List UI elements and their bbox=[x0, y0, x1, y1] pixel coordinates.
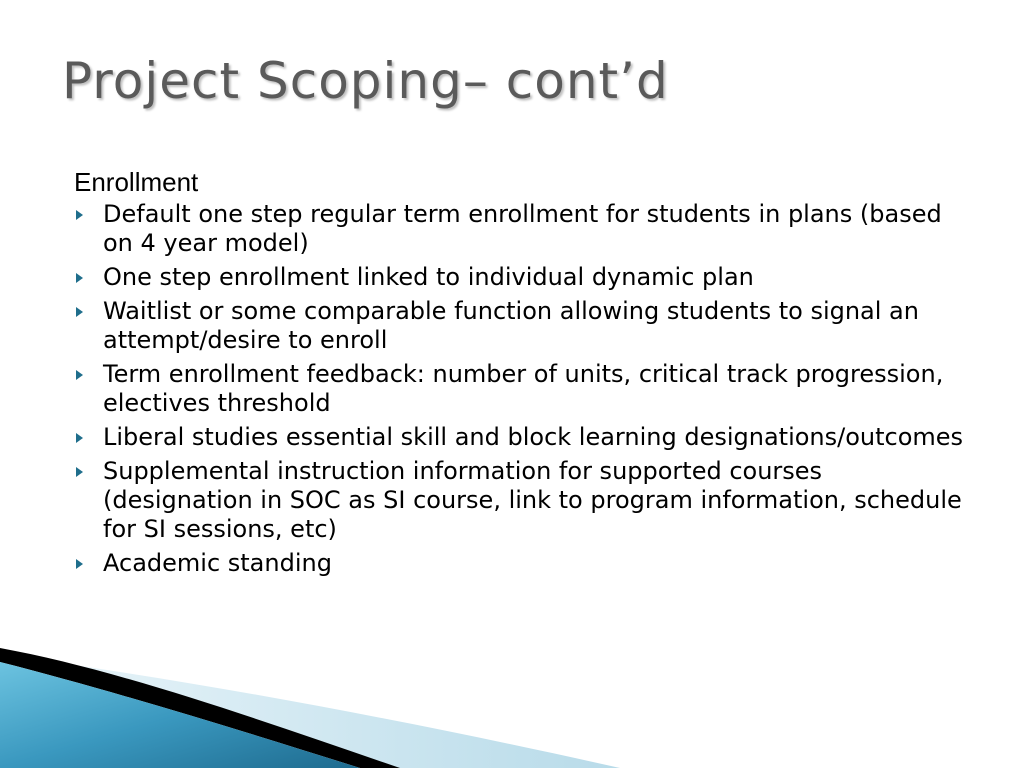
list-item bbox=[74, 549, 974, 578]
list-item-text: Waitlist or some comparable function allowing students to signal an attempt/desire to enroll bbox=[103, 297, 919, 354]
triangle-right-icon bbox=[76, 433, 83, 443]
list-item bbox=[74, 263, 974, 292]
list-item-text: Supplemental instruction information for supported courses (designation in SOC as SI course, link to program information, schedule for SI sessions, etc) bbox=[103, 457, 962, 543]
list-item-text: One step enrollment linked to individual dynamic plan bbox=[103, 263, 754, 291]
triangle-right-icon bbox=[76, 559, 83, 569]
list-item bbox=[74, 457, 974, 544]
list-item-text: Academic standing bbox=[103, 549, 332, 577]
triangle-right-icon bbox=[76, 307, 83, 317]
triangle-right-icon bbox=[76, 467, 83, 477]
list-item bbox=[74, 360, 974, 418]
section-heading: Enrollment bbox=[74, 167, 199, 197]
list-item bbox=[74, 297, 974, 355]
slide-body bbox=[74, 166, 974, 583]
triangle-right-icon bbox=[76, 370, 83, 380]
bullet-list bbox=[74, 200, 974, 578]
list-item-text: Term enrollment feedback: number of units, critical track progression, electives threshold bbox=[103, 360, 944, 417]
list-item bbox=[74, 200, 974, 258]
triangle-right-icon bbox=[76, 273, 83, 283]
list-item-text: Default one step regular term enrollment for students in plans (based on 4 year model) bbox=[103, 200, 942, 257]
list-item bbox=[74, 423, 974, 452]
page-title: Project Scoping– cont’d bbox=[62, 52, 669, 110]
triangle-right-icon bbox=[76, 210, 83, 220]
list-item-text: Liberal studies essential skill and block learning designations/outcomes bbox=[103, 423, 964, 451]
